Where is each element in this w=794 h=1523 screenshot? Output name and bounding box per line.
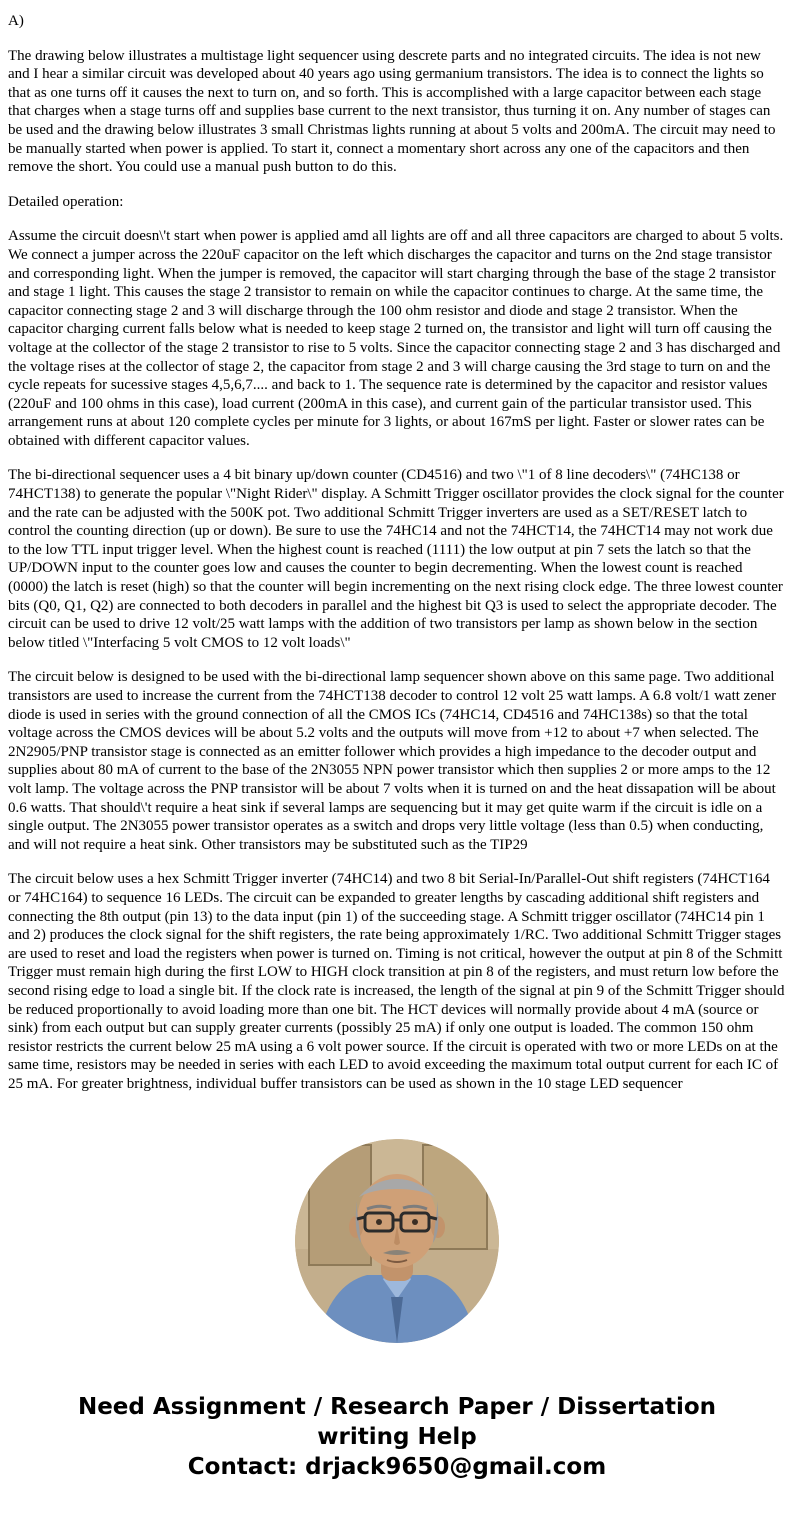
section-label: A) <box>8 13 24 29</box>
profile-photo-illustration <box>295 1139 499 1343</box>
footer-heading: Need Assignment / Research Paper / Dissertation writing Help <box>77 1394 717 1451</box>
paragraph-intro: The drawing below illustrates a multistage light sequencer using descrete parts and no integrated circuits. The idea is not new and I hear a similar circuit was developed about 40 years ago using germanium transistors. The idea is to connect the lights so that as one turns off it causes the next to turn on, and so forth. This is accomplished with a large capacitor between each stage that charges when a stage turns off and supplies base current to the next transistor, thus turning it on. Any number of stages can be used and the drawing below illustrates 3 small Christmas lights running at about 5 volts and 200mA. The circuit may need to be manually started when power is applied. To start it, connect a momentary short across any one of the capacitors and then remove the short. You could use a manual push button to do this. <box>8 47 776 176</box>
footer-block <box>8 1393 786 1483</box>
footer-contact-email: Contact: drjack9650@gmail.com <box>187 1454 607 1481</box>
profile-photo <box>295 1139 499 1343</box>
paragraph-lamp-driver: The circuit below is designed to be used with the bi-directional lamp sequencer shown above on this same page. Two additional transistors are used to increase the current from the 74HCT138 decoder to control 12 volt 25 watt lamps. A 6.8 volt/1 watt zener diode is used in series with the ground connection of all the CMOS ICs (74HC14, CD4516 and 74HC138s) so that the total voltage across the CMOS devices will be about 5.2 volts and the outputs will move from +12 to about +7 when selected. The 2N2905/PNP transistor stage is connected as an emitter follower which provides a high impedance to the decoder output and supplies about 80 mA of current to the base of the 2N3055 NPN power transistor which then supplies 2 or more amps to the 12 volt lamp. The voltage across the PNP transistor will be about 7 volts when it is turned on and the heat dissapation will be about 0.6 watts. That should\'t require a heat sink if several lamps are sequencing but it may get quite warm if the circuit is idle on a single output. The 2N3055 power transistor operates as a switch and drops very little voltage (less than 0.5) when conducting, and will not require a heat sink. Other transistors may be substituted such as the TIP29 <box>8 669 777 853</box>
profile-photo-container <box>8 1139 786 1343</box>
paragraph-detailed-operation: Assume the circuit doesn\'t start when power is applied amd all lights are off and all three capacitors are charged to about 5 volts. We connect a jumper across the 220uF capacitor on the left which discharges the capacitor and turns on the 2nd stage transistor and corresponding light. When the jumper is removed, the capacitor will start charging through the base of the stage 2 transistor and stage 1 light. This causes the stage 2 transistor to remain on while the capacitor continues to charge. At the same time, the capacitor connecting stage 2 and 3 will discharge through the 100 ohm resistor and diode and stage 2 transistor. When the capacitor charging current falls below what is needed to keep stage 2 turned on, the transistor and light will turn off causing the voltage at the collector of the stage 2 transistor to rise to 5 volts. Since the capacitor connecting stage 2 and 3 has discharged and the voltage rises at the collector of stage 2, the capacitor from stage 2 and 3 will charge causing the 3rd stage to turn on and the cycle repeats for sucessive stages 4,5,6,7.... and back to 1. The sequence rate is determined by the capacitor and resistor values (220uF and 100 ohms in this case), load current (200mA in this case), and current gain of the particular transistor used. This arrangement runs at about 120 complete cycles per minute for 3 lights, or about 167mS per light. Faster or slower rates can be obtained with different capacitor values. <box>8 228 784 449</box>
detailed-operation-heading: Detailed operation: <box>8 193 124 210</box>
paragraph-bidirectional-sequencer: The bi-directional sequencer uses a 4 bit binary up/down counter (CD4516) and two \"1 of 8 line decoders\" (74HC138 or 74HCT138) to generate the popular \"Night Rider\" display. A Schmitt Trigger oscillator provides the clock signal for the counter and the rate can be adjusted with the 500K pot. Two additional Schmitt Trigger inverters are used as a SET/RESET latch to control the counting direction (up or down). Be sure to use the 74HC14 and not the 74HCT14, the 74HCT14 may not work due to the low TTL input trigger level. When the highest count is reached (1111) the low output at pin 7 sets the latch so that the UP/DOWN input to the counter goes low and causes the counter to begin decrementing. When the lowest count is reached (0000) the latch is reset (high) so that the counter will begin incrementing on the next rising clock edge. The three lowest counter bits (Q0, Q1, Q2) are connected to both decoders in parallel and the highest bit Q3 is used to select the appropriate decoder. The circuit can be used to drive 12 volt/25 watt lamps with the addition of two transistors per lamp as shown below in the section below titled \"Interfacing 5 volt CMOS to 12 volt loads\" <box>8 467 784 651</box>
paragraph-led-sequencer: The circuit below uses a hex Schmitt Trigger inverter (74HC14) and two 8 bit Serial-In/Parallel-Out shift registers (74HCT164 or 74HC164) to sequence 16 LEDs. The circuit can be expanded to greater lengths by cascading additional shift registers and connecting the 8th output (pin 13) to the data input (pin 1) of the succeeding stage. A Schmitt trigger oscillator (74HC14 pin 1 and 2) produces the clock signal for the shift registers, the rate being approximately 1/RC. Two additional Schmitt Trigger stages are used to reset and load the registers when power is turned on. Timing is not critical, however the output at pin 8 of the Schmitt Trigger must remain high during the first LOW to HIGH clock transition at pin 8 of the registers, and must return low before the second rising edge to load a single bit. If the clock rate is increased, the length of the signal at pin 9 of the Schmitt Trigger should be reduced proportionally to avoid loading more than one bit. The HCT devices will normally provide about 4 mA (source or sink) from each output but can supply greater currents (possibly 25 mA) if only one output is loaded. The common 150 ohm resistor restricts the current below 25 mA using a 6 volt power source. If the circuit is operated with two or more LEDs on at the same time, resistors may be needed in series with each LED to avoid exceeding the maximum total output current for each IC of 25 mA. For greater brightness, individual buffer transistors can be used as shown in the 10 stage LED sequencer <box>8 871 785 1092</box>
